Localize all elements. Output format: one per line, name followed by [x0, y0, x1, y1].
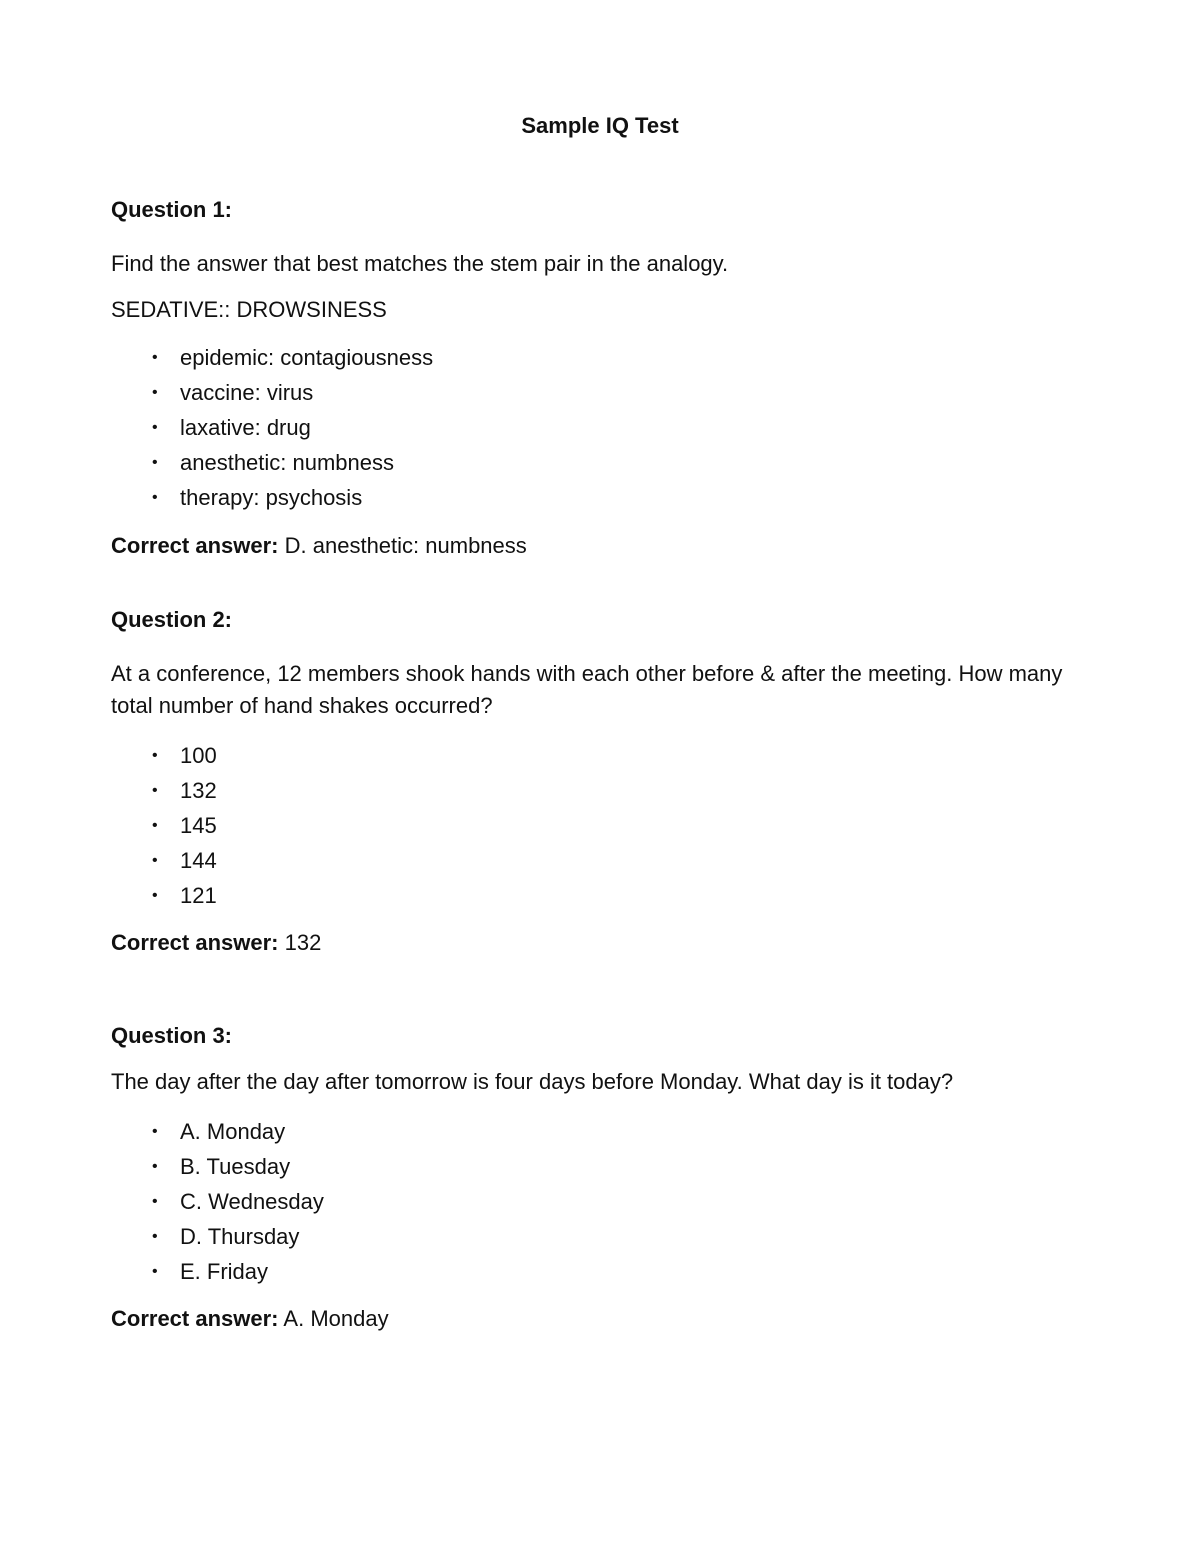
correct-answer-value: A. Monday	[283, 1306, 389, 1331]
bullet-icon: •	[152, 852, 158, 869]
correct-answer-value: D. anesthetic: numbness	[284, 533, 527, 558]
question-1-options-block	[111, 340, 1091, 515]
option-text: C. Wednesday	[180, 1189, 324, 1214]
bullet-icon: •	[152, 489, 158, 506]
question-heading: Question 3:	[111, 1023, 233, 1048]
option-text: E. Friday	[180, 1259, 269, 1284]
option-text: A. Monday	[180, 1119, 286, 1144]
bullet-icon: •	[152, 419, 158, 436]
question-1-prompt-block	[111, 248, 1091, 280]
option-text: 132	[180, 778, 217, 803]
option-text: laxative: drug	[180, 415, 311, 440]
correct-answer	[111, 929, 1091, 957]
option-text: 100	[180, 743, 217, 768]
question-1-heading-block	[111, 196, 1091, 224]
question-2-heading-block	[111, 606, 1091, 634]
option-text: 121	[180, 883, 217, 908]
bullet-icon: •	[152, 1228, 158, 1245]
analogy-stem: SEDATIVE:: DROWSINESS	[111, 297, 387, 322]
bullet-icon: •	[152, 887, 158, 904]
correct-answer-value: 132	[284, 930, 322, 955]
option-text: epidemic: contagiousness	[180, 345, 434, 370]
list-item	[111, 375, 1091, 410]
bullet-icon: •	[152, 782, 158, 799]
bullet-icon: •	[152, 384, 158, 401]
options-list	[111, 738, 1091, 913]
question-3-prompt-block	[111, 1066, 1091, 1098]
option-text: 144	[180, 848, 217, 873]
question-3-options-block	[111, 1114, 1091, 1289]
options-list	[111, 340, 1091, 515]
bullet-icon: •	[152, 1123, 158, 1140]
option-text: therapy: psychosis	[180, 485, 363, 510]
option-text: D. Thursday	[180, 1224, 300, 1249]
bullet-icon: •	[152, 1263, 158, 1280]
question-1-stem-block	[111, 294, 1091, 326]
list-item	[111, 738, 1091, 773]
question-heading: Question 2:	[111, 607, 233, 632]
options-list	[111, 1114, 1091, 1289]
bullet-icon: •	[152, 1193, 158, 1210]
bullet-icon: •	[152, 1158, 158, 1175]
list-item	[111, 1184, 1091, 1219]
correct-answer-label: Correct answer:	[111, 930, 279, 955]
list-item	[111, 410, 1091, 445]
list-item	[111, 808, 1091, 843]
question-2-options-block	[111, 738, 1091, 913]
correct-answer-label: Correct answer:	[111, 533, 279, 558]
question-prompt: The day after the day after tomorrow is four days before Monday. What day is it today?	[111, 1069, 954, 1094]
list-item	[111, 1219, 1091, 1254]
list-item	[111, 340, 1091, 375]
option-text: anesthetic: numbness	[180, 450, 395, 475]
bullet-icon: •	[152, 349, 158, 366]
list-item	[111, 1149, 1091, 1184]
question-2-answer-block	[111, 929, 1091, 957]
list-item	[111, 773, 1091, 808]
bullet-icon: •	[152, 747, 158, 764]
option-text: B. Tuesday	[180, 1154, 291, 1179]
correct-answer	[111, 1305, 1091, 1333]
option-text: vaccine: virus	[180, 380, 314, 405]
question-1-answer-block	[111, 532, 1091, 560]
list-item	[111, 1114, 1091, 1149]
bullet-icon: •	[152, 817, 158, 834]
list-item	[111, 878, 1091, 913]
list-item	[111, 445, 1091, 480]
question-prompt: At a conference, 12 members shook hands with each other before & after the meeting. How many total number of hand shakes occurred?	[111, 661, 1063, 718]
question-heading: Question 1:	[111, 197, 233, 222]
option-text: 145	[180, 813, 217, 838]
bullet-icon: •	[152, 454, 158, 471]
list-item	[111, 843, 1091, 878]
page-title: Sample IQ Test	[521, 113, 679, 138]
question-prompt: Find the answer that best matches the stem pair in the analogy.	[111, 251, 729, 276]
question-3-answer-block	[111, 1305, 1091, 1333]
correct-answer	[111, 532, 1091, 560]
list-item	[111, 480, 1091, 515]
question-2-prompt-block	[111, 658, 1091, 722]
question-3-heading-block	[111, 1022, 1091, 1050]
correct-answer-label: Correct answer:	[111, 1306, 279, 1331]
list-item	[111, 1254, 1091, 1289]
